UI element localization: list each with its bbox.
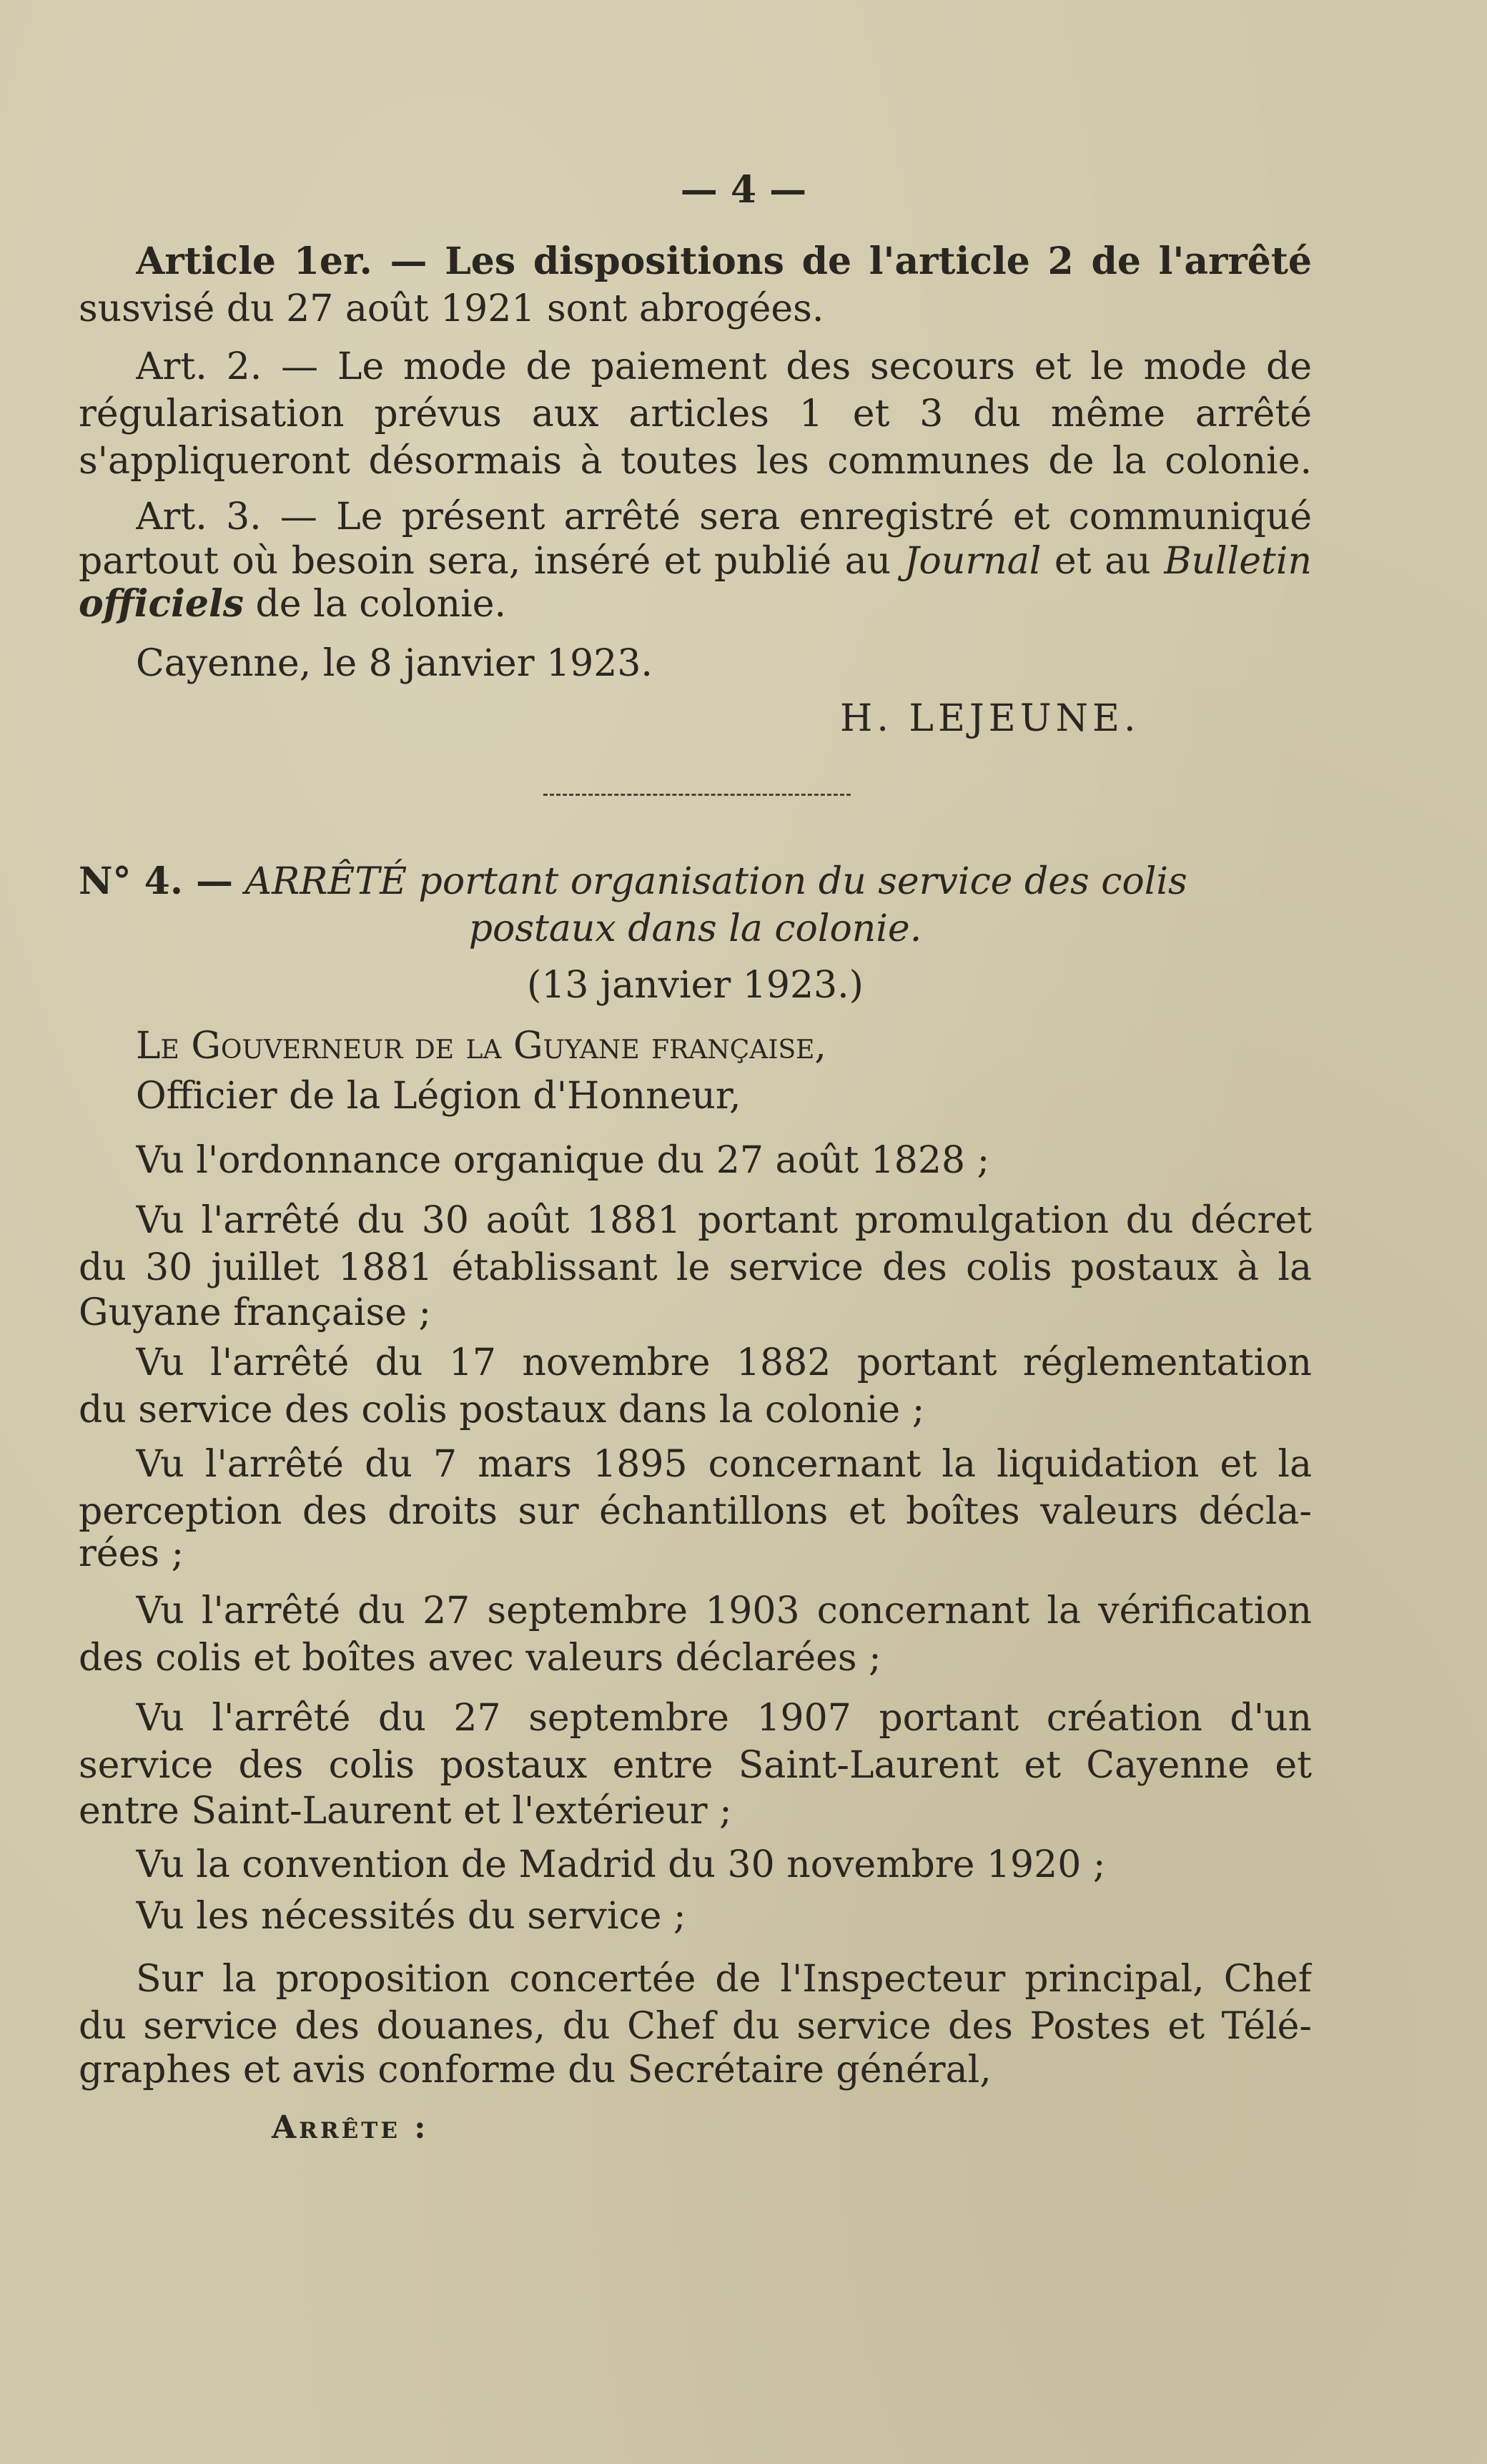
article-3-line-2: partout où besoin sera, inséré et publié au Journal et au Bulletin [79,540,1312,583]
preamble-proposition-line-3: graphes et avis conforme du Secrétaire général, [79,2049,992,2091]
preamble-vu-7: Vu la convention de Madrid du 30 novembre 1920 ; [136,1843,1106,1886]
arrete-label: Arrête : [272,2109,429,2146]
preamble-vu-6-line-1: Vu l'arrêté du 27 septembre 1907 portant création d'un [136,1697,1312,1740]
preamble-vu-5-line-1: Vu l'arrêté du 27 septembre 1903 concernant la vérification [136,1590,1312,1632]
article-3-line-3: officiels de la colonie. [79,582,507,626]
preamble-vu-2-line-2: du 30 juillet 1881 établissant le service des colis postaux à la [79,1246,1312,1289]
article-3-line-1: Art. 3. — Le présent arrêté sera enregistré et communiqué [136,496,1312,538]
decree-heading-line-2: postaux dans la colonie. [468,907,922,950]
preamble-vu-1: Vu l'ordonnance organique du 27 août 1828 ; [136,1139,990,1182]
preamble-vu-5-line-2: des colis et boîtes avec valeurs déclarées ; [79,1637,881,1680]
article-2-line-3: s'appliqueront désormais à toutes les communes de la colonie. [79,440,1312,483]
preamble-officer: Officier de la Légion d'Honneur, [136,1075,741,1118]
preamble-vu-4-line-3: rées ; [79,1532,184,1575]
preamble-vu-4-line-2: perception des droits sur échantillons et boîtes valeurs décla- [79,1490,1312,1533]
decree-heading-line-1: N° 4. — ARRÊTÉ portant organisation du service des colis [79,859,1187,903]
place-date: Cayenne, le 8 janvier 1923. [136,642,653,685]
preamble-vu-2-line-1: Vu l'arrêté du 30 août 1881 portant promulgation du décret [136,1199,1312,1242]
article-2-line-1: Art. 2. — Le mode de paiement des secours et le mode de [136,345,1312,388]
article-2-line-2: régularisation prévus aux articles 1 et 3 du même arrêté [79,393,1312,435]
separator-rule [543,794,851,796]
preamble-proposition-line-2: du service des douanes, du Chef du service des Postes et Télé- [79,2005,1312,2048]
preamble-vu-6-line-2: service des colis postaux entre Saint-Laurent et Cayenne et [79,1744,1312,1787]
preamble-proposition-line-1: Sur la proposition concertée de l'Inspecteur principal, Chef [136,1958,1312,2001]
preamble-vu-3-line-2: du service des colis postaux dans la colonie ; [79,1389,925,1431]
decree-date: (13 janvier 1923.) [527,964,864,1007]
preamble-vu-4-line-1: Vu l'arrêté du 7 mars 1895 concernant la liquidation et la [136,1443,1312,1486]
page-number: — 4 — [680,168,807,212]
preamble-vu-6-line-3: entre Saint-Laurent et l'extérieur ; [79,1790,732,1833]
preamble-governor: Le Gouverneur de la Guyane française, [136,1025,826,1068]
article-1-line-1: Article 1er. — Les dispositions de l'article 2 de l'arrêté [136,240,1312,283]
signature: H. LEJEUNE. [840,697,1140,740]
preamble-vu-2-line-3: Guyane française ; [79,1291,432,1334]
article-1-line-2: susvisé du 27 août 1921 sont abrogées. [79,287,824,330]
preamble-vu-8: Vu les nécessités du service ; [136,1895,686,1938]
preamble-vu-3-line-1: Vu l'arrêté du 17 novembre 1882 portant réglementation [136,1341,1312,1384]
